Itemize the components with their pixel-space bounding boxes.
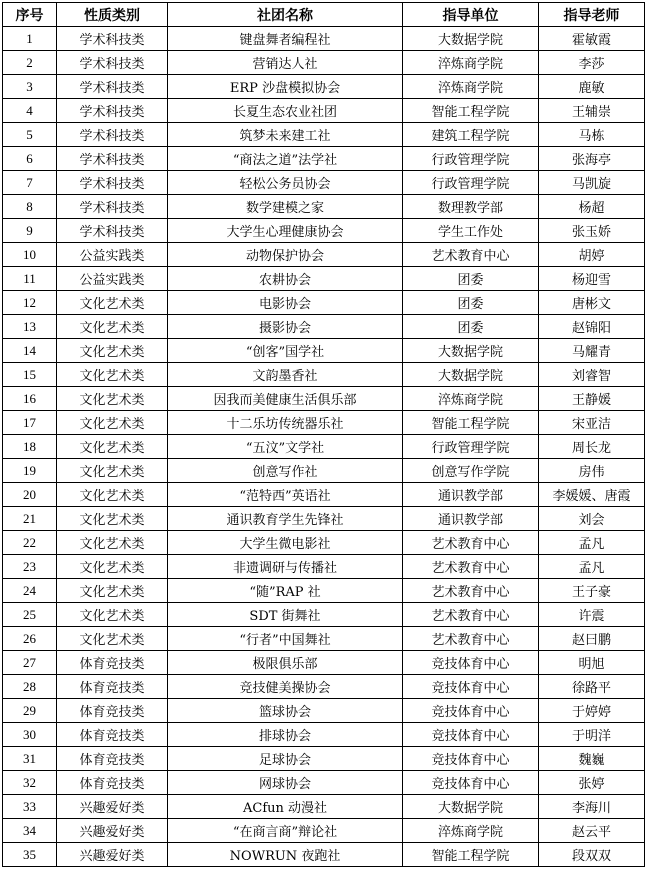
cell-teacher: 房伟	[539, 459, 645, 483]
cell-teacher: 李媛媛、唐霞	[539, 483, 645, 507]
cell-index: 20	[3, 483, 57, 507]
cell-unit: 艺术教育中心	[403, 243, 539, 267]
table-row	[3, 459, 645, 483]
cell-unit: 竞技体育中心	[403, 723, 539, 747]
cell-teacher: 鹿敏	[539, 75, 645, 99]
cell-club-name: 足球协会	[168, 747, 403, 771]
cell-category: 文化艺术类	[57, 339, 168, 363]
table-row	[3, 483, 645, 507]
cell-unit: 竞技体育中心	[403, 771, 539, 795]
table-row	[3, 51, 645, 75]
cell-club-name: “行者”中国舞社	[168, 627, 403, 651]
cell-club-name: SDT 街舞社	[168, 603, 403, 627]
cell-club-name: 筑梦未来建工社	[168, 123, 403, 147]
cell-category: 学术科技类	[57, 195, 168, 219]
cell-teacher: 霍敏霞	[539, 27, 645, 51]
cell-teacher: 孟凡	[539, 531, 645, 555]
cell-unit: 艺术教育中心	[403, 531, 539, 555]
table-row	[3, 99, 645, 123]
table-row	[3, 603, 645, 627]
cell-unit: 团委	[403, 267, 539, 291]
cell-club-name: 大学生微电影社	[168, 531, 403, 555]
cell-unit: 竞技体育中心	[403, 651, 539, 675]
cell-index: 21	[3, 507, 57, 531]
header-teacher: 指导老师	[539, 3, 645, 27]
cell-category: 文化艺术类	[57, 363, 168, 387]
cell-club-name: 排球协会	[168, 723, 403, 747]
table-row	[3, 819, 645, 843]
cell-teacher: 刘会	[539, 507, 645, 531]
table-row	[3, 531, 645, 555]
cell-club-name: 竞技健美操协会	[168, 675, 403, 699]
cell-index: 24	[3, 579, 57, 603]
cell-unit: 艺术教育中心	[403, 555, 539, 579]
cell-unit: 淬炼商学院	[403, 75, 539, 99]
cell-teacher: 张婷	[539, 771, 645, 795]
cell-index: 15	[3, 363, 57, 387]
cell-club-name: 农耕协会	[168, 267, 403, 291]
cell-category: 兴趣爱好类	[57, 843, 168, 867]
cell-category: 文化艺术类	[57, 603, 168, 627]
cell-club-name: ERP 沙盘模拟协会	[168, 75, 403, 99]
cell-index: 9	[3, 219, 57, 243]
cell-club-name: 大学生心理健康协会	[168, 219, 403, 243]
table-row	[3, 291, 645, 315]
cell-index: 11	[3, 267, 57, 291]
cell-index: 10	[3, 243, 57, 267]
cell-club-name: “随”RAP 社	[168, 579, 403, 603]
cell-club-name: 动物保护协会	[168, 243, 403, 267]
cell-category: 学术科技类	[57, 147, 168, 171]
cell-category: 体育竞技类	[57, 723, 168, 747]
cell-club-name: 电影协会	[168, 291, 403, 315]
cell-club-name: 数学建模之家	[168, 195, 403, 219]
cell-unit: 学生工作处	[403, 219, 539, 243]
cell-unit: 竞技体育中心	[403, 747, 539, 771]
cell-unit: 行政管理学院	[403, 171, 539, 195]
cell-index: 34	[3, 819, 57, 843]
cell-category: 公益实践类	[57, 243, 168, 267]
cell-index: 29	[3, 699, 57, 723]
cell-index: 28	[3, 675, 57, 699]
cell-index: 31	[3, 747, 57, 771]
cell-index: 12	[3, 291, 57, 315]
cell-teacher: 赵锦阳	[539, 315, 645, 339]
cell-club-name: 极限俱乐部	[168, 651, 403, 675]
cell-index: 19	[3, 459, 57, 483]
cell-unit: 团委	[403, 291, 539, 315]
table-row	[3, 219, 645, 243]
cell-club-name: 轻松公务员协会	[168, 171, 403, 195]
cell-unit: 竞技体育中心	[403, 699, 539, 723]
table-row	[3, 243, 645, 267]
cell-teacher: 王子豪	[539, 579, 645, 603]
cell-teacher: 马凯旋	[539, 171, 645, 195]
header-category: 性质类别	[57, 3, 168, 27]
cell-teacher: 宋亚洁	[539, 411, 645, 435]
cell-teacher: 李海川	[539, 795, 645, 819]
table-row	[3, 771, 645, 795]
table-row	[3, 843, 645, 867]
header-unit: 指导单位	[403, 3, 539, 27]
cell-teacher: 于婷婷	[539, 699, 645, 723]
cell-index: 2	[3, 51, 57, 75]
cell-unit: 大数据学院	[403, 363, 539, 387]
cell-category: 文化艺术类	[57, 411, 168, 435]
cell-category: 体育竞技类	[57, 699, 168, 723]
cell-category: 文化艺术类	[57, 555, 168, 579]
cell-teacher: 王辅崇	[539, 99, 645, 123]
cell-unit: 艺术教育中心	[403, 627, 539, 651]
cell-index: 23	[3, 555, 57, 579]
cell-index: 33	[3, 795, 57, 819]
cell-teacher: 刘睿智	[539, 363, 645, 387]
cell-club-name: 非遗调研与传播社	[168, 555, 403, 579]
cell-teacher: 孟凡	[539, 555, 645, 579]
cell-club-name: “创客”国学社	[168, 339, 403, 363]
cell-unit: 通识教学部	[403, 483, 539, 507]
cell-category: 文化艺术类	[57, 507, 168, 531]
header-club-name: 社团名称	[168, 3, 403, 27]
cell-category: 文化艺术类	[57, 459, 168, 483]
cell-category: 公益实践类	[57, 267, 168, 291]
cell-category: 文化艺术类	[57, 627, 168, 651]
table-row	[3, 435, 645, 459]
table-row	[3, 795, 645, 819]
cell-teacher: 于明洋	[539, 723, 645, 747]
cell-category: 兴趣爱好类	[57, 819, 168, 843]
cell-category: 文化艺术类	[57, 315, 168, 339]
cell-category: 学术科技类	[57, 99, 168, 123]
cell-category: 学术科技类	[57, 51, 168, 75]
cell-index: 14	[3, 339, 57, 363]
table-row	[3, 747, 645, 771]
cell-unit: 智能工程学院	[403, 411, 539, 435]
cell-index: 35	[3, 843, 57, 867]
table-row	[3, 363, 645, 387]
cell-unit: 团委	[403, 315, 539, 339]
cell-category: 文化艺术类	[57, 531, 168, 555]
cell-club-name: ACfun 动漫社	[168, 795, 403, 819]
cell-category: 体育竞技类	[57, 651, 168, 675]
cell-index: 30	[3, 723, 57, 747]
cell-index: 7	[3, 171, 57, 195]
table-row	[3, 27, 645, 51]
table-row	[3, 699, 645, 723]
table-row	[3, 267, 645, 291]
table-row	[3, 75, 645, 99]
table-row	[3, 579, 645, 603]
cell-teacher: 李莎	[539, 51, 645, 75]
cell-category: 文化艺术类	[57, 579, 168, 603]
cell-category: 文化艺术类	[57, 483, 168, 507]
table-row	[3, 555, 645, 579]
table-row	[3, 387, 645, 411]
cell-index: 16	[3, 387, 57, 411]
table-row	[3, 315, 645, 339]
cell-unit: 艺术教育中心	[403, 579, 539, 603]
cell-teacher: 许震	[539, 603, 645, 627]
cell-category: 学术科技类	[57, 27, 168, 51]
cell-index: 6	[3, 147, 57, 171]
cell-unit: 行政管理学院	[403, 435, 539, 459]
cell-index: 26	[3, 627, 57, 651]
cell-teacher: 马栋	[539, 123, 645, 147]
cell-club-name: 营销达人社	[168, 51, 403, 75]
cell-teacher: 杨迎雪	[539, 267, 645, 291]
cell-club-name: “在商言商”辩论社	[168, 819, 403, 843]
cell-club-name: 摄影协会	[168, 315, 403, 339]
cell-index: 32	[3, 771, 57, 795]
cell-unit: 数理教学部	[403, 195, 539, 219]
cell-teacher: 张海亭	[539, 147, 645, 171]
cell-category: 体育竞技类	[57, 747, 168, 771]
cell-teacher: 周长龙	[539, 435, 645, 459]
cell-unit: 行政管理学院	[403, 147, 539, 171]
cell-index: 22	[3, 531, 57, 555]
cell-club-name: “五汶”文学社	[168, 435, 403, 459]
table-row	[3, 339, 645, 363]
cell-category: 文化艺术类	[57, 435, 168, 459]
cell-teacher: 赵曰鹏	[539, 627, 645, 651]
cell-category: 兴趣爱好类	[57, 795, 168, 819]
cell-index: 18	[3, 435, 57, 459]
table-row	[3, 195, 645, 219]
cell-index: 3	[3, 75, 57, 99]
cell-category: 学术科技类	[57, 75, 168, 99]
cell-category: 体育竞技类	[57, 771, 168, 795]
club-table	[2, 2, 645, 867]
cell-category: 体育竞技类	[57, 675, 168, 699]
table-row	[3, 675, 645, 699]
cell-unit: 建筑工程学院	[403, 123, 539, 147]
cell-teacher: 段双双	[539, 843, 645, 867]
cell-category: 学术科技类	[57, 219, 168, 243]
cell-unit: 大数据学院	[403, 27, 539, 51]
cell-unit: 淬炼商学院	[403, 387, 539, 411]
cell-unit: 智能工程学院	[403, 843, 539, 867]
cell-club-name: 长夏生态农业社团	[168, 99, 403, 123]
table-row	[3, 171, 645, 195]
cell-unit: 通识教学部	[403, 507, 539, 531]
cell-teacher: 杨超	[539, 195, 645, 219]
cell-category: 学术科技类	[57, 123, 168, 147]
cell-index: 8	[3, 195, 57, 219]
cell-unit: 艺术教育中心	[403, 603, 539, 627]
cell-club-name: 键盘舞者编程社	[168, 27, 403, 51]
cell-index: 5	[3, 123, 57, 147]
table-row	[3, 507, 645, 531]
cell-club-name: “商法之道”法学社	[168, 147, 403, 171]
cell-index: 27	[3, 651, 57, 675]
cell-teacher: 张玉娇	[539, 219, 645, 243]
cell-club-name: 篮球协会	[168, 699, 403, 723]
table-row	[3, 147, 645, 171]
cell-unit: 创意写作学院	[403, 459, 539, 483]
table-row	[3, 723, 645, 747]
cell-club-name: 十二乐坊传统器乐社	[168, 411, 403, 435]
cell-teacher: 王静媛	[539, 387, 645, 411]
cell-category: 文化艺术类	[57, 291, 168, 315]
cell-index: 4	[3, 99, 57, 123]
cell-teacher: 胡婷	[539, 243, 645, 267]
cell-unit: 竞技体育中心	[403, 675, 539, 699]
cell-club-name: 创意写作社	[168, 459, 403, 483]
header-index: 序号	[3, 3, 57, 27]
cell-teacher: 赵云平	[539, 819, 645, 843]
cell-index: 13	[3, 315, 57, 339]
cell-index: 17	[3, 411, 57, 435]
table-row	[3, 627, 645, 651]
cell-category: 学术科技类	[57, 171, 168, 195]
cell-unit: 淬炼商学院	[403, 819, 539, 843]
cell-club-name: 文韵墨香社	[168, 363, 403, 387]
table-body	[3, 27, 645, 867]
cell-club-name: 网球协会	[168, 771, 403, 795]
cell-club-name: 通识教育学生先锋社	[168, 507, 403, 531]
cell-unit: 智能工程学院	[403, 99, 539, 123]
table-row	[3, 651, 645, 675]
cell-teacher: 唐彬文	[539, 291, 645, 315]
cell-teacher: 明旭	[539, 651, 645, 675]
cell-teacher: 徐路平	[539, 675, 645, 699]
cell-index: 1	[3, 27, 57, 51]
cell-club-name: NOWRUN 夜跑社	[168, 843, 403, 867]
cell-teacher: 马耀青	[539, 339, 645, 363]
cell-club-name: 因我而美健康生活俱乐部	[168, 387, 403, 411]
table-row	[3, 411, 645, 435]
table-header-row	[3, 3, 645, 27]
cell-club-name: “范特西”英语社	[168, 483, 403, 507]
cell-unit: 大数据学院	[403, 339, 539, 363]
cell-index: 25	[3, 603, 57, 627]
cell-unit: 大数据学院	[403, 795, 539, 819]
cell-unit: 淬炼商学院	[403, 51, 539, 75]
table-row	[3, 123, 645, 147]
cell-teacher: 魏巍	[539, 747, 645, 771]
cell-category: 文化艺术类	[57, 387, 168, 411]
